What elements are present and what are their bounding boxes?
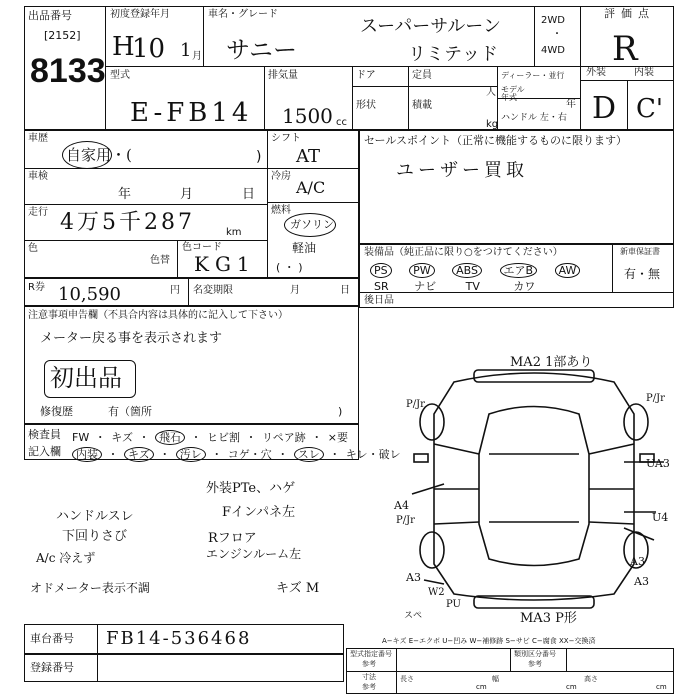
- diag-right-3: U4: [652, 511, 669, 524]
- equip-leather: カワ: [513, 280, 536, 293]
- interior-score: C': [636, 94, 664, 124]
- color-change-label: 色替: [150, 255, 170, 266]
- grade-line-1: スーパーサルーン: [360, 16, 501, 37]
- length-unit: cm: [476, 683, 487, 691]
- fuel-paren: ( ・ ): [276, 261, 303, 274]
- car-name-label: 車名・グレード: [208, 9, 278, 20]
- exterior-score: D: [592, 91, 617, 126]
- displacement-unit: cc: [336, 117, 347, 128]
- warranty-label: 新車保証書: [620, 247, 660, 256]
- warranty-value: 有・無: [624, 267, 661, 281]
- insp-repair: リペア跡: [262, 431, 306, 444]
- equip-navi: ナビ: [414, 280, 437, 293]
- cert-sub: 参考: [362, 660, 376, 668]
- history-close: ): [256, 149, 262, 165]
- diag-right-5: A3: [634, 575, 649, 588]
- diag-right-4: A3: [630, 555, 645, 568]
- chassis-value: FB14-536468: [106, 628, 252, 649]
- first-entry-box: [44, 360, 136, 398]
- eval-score: R: [612, 29, 638, 69]
- car-cabin-outline: [479, 407, 589, 566]
- notes-line-1: メーター戻る事を表示されます: [40, 331, 223, 346]
- ac-value: A/C: [296, 178, 326, 197]
- insp-scratch-2: キズ: [124, 447, 154, 462]
- first-reg-month: 1: [180, 40, 192, 61]
- insp-scuff: スレ: [294, 447, 324, 462]
- color-label: 色: [28, 243, 38, 254]
- height-unit: cm: [656, 683, 667, 691]
- gasoline-circle: [284, 213, 336, 237]
- load-label: 積載: [412, 100, 432, 111]
- lot-small: [2152]: [44, 29, 81, 42]
- mileage-unit: km: [226, 227, 242, 238]
- diagram-top-note: MA2 1部あり: [510, 355, 593, 370]
- equip-ps: PS: [370, 263, 392, 278]
- width-unit: cm: [566, 683, 577, 691]
- first-reg-year: 10: [132, 34, 166, 64]
- diag-left-2: A4: [394, 499, 409, 512]
- capacity-unit: 人: [486, 87, 496, 98]
- drive-dot: ・: [552, 29, 562, 40]
- lot-number: 8133: [30, 52, 106, 90]
- after-items-label: 後日品: [364, 295, 394, 306]
- class-label: 類別区分番号: [514, 650, 556, 658]
- model-label: 型式: [110, 70, 130, 81]
- inspector-label-2: 記入欄: [28, 445, 61, 458]
- equipment-row-1: [370, 262, 583, 278]
- insp-scratch: キズ: [111, 431, 133, 444]
- equip-sr: SR: [374, 280, 389, 293]
- chassis-label: 車台番号: [30, 632, 74, 645]
- fuel-value-2: 軽油: [292, 241, 317, 255]
- selling-points-label: セールスポイント（正常に機能するものに限ります）: [364, 134, 628, 147]
- remark-6: A/c 冷えず: [36, 551, 96, 565]
- first-entry: 初出品: [50, 364, 122, 392]
- insp-fw: FW: [72, 431, 90, 444]
- deadline-label: 名変期限: [193, 285, 233, 296]
- height-label: 高さ: [584, 675, 598, 683]
- mileage-value: 4万5千287: [60, 210, 195, 235]
- insp-crack: ヒビ割: [207, 431, 240, 444]
- remark-2: ハンドルスレ: [56, 509, 134, 524]
- first-reg-month-unit: 月: [192, 51, 202, 62]
- inspection-day: 日: [242, 187, 256, 202]
- size-label: 寸法: [362, 673, 376, 681]
- recycle-unit: 円: [170, 285, 180, 296]
- deadline-day: 日: [340, 285, 350, 296]
- equip-pw: PW: [409, 263, 435, 278]
- car-name: サニー: [226, 36, 298, 64]
- inspector-row-1: FW ・ キズ ・ 飛石 ・ ヒビ割 ・ リペア跡 ・ ×要: [72, 431, 348, 444]
- equip-aw: AW: [555, 263, 581, 278]
- header-frame: [24, 6, 674, 130]
- wheel-rl: [420, 532, 444, 568]
- color-code-label: 色コード: [182, 242, 222, 253]
- inspector-row-2: 内装 ・ キズ ・ 汚レ ・ コゲ・穴 ・ スレ ・ キレ・破レ: [72, 446, 401, 462]
- insp-dirt: 汚レ: [176, 447, 206, 462]
- deadline-month: 月: [290, 285, 300, 296]
- drive-4wd: 4WD: [541, 45, 565, 56]
- equip-airbag: エアB: [500, 263, 538, 278]
- handle-label: ハンドル 左・右: [501, 113, 567, 123]
- grade-line-2: リミテッド: [408, 44, 498, 65]
- equipment-label: 装備品（純正品に限り○をつけてください）: [364, 247, 563, 258]
- remark-5: Rフロア: [208, 531, 257, 546]
- class-sub: 参考: [528, 660, 542, 668]
- insp-chip: 飛石: [155, 430, 185, 445]
- year-unit: 年: [566, 99, 576, 110]
- notes-label: 注意事項申告欄（不具合内容は具体的に記入して下さい）: [28, 310, 288, 321]
- wheel-fr: [624, 404, 648, 440]
- diag-right-2: UA3: [646, 457, 670, 470]
- cert-label: 型式指定番号: [350, 650, 392, 658]
- displacement-label: 排気量: [268, 70, 298, 81]
- size-sub: 参考: [362, 683, 376, 691]
- first-reg-era: H: [112, 32, 135, 62]
- model-year-label: 年式: [501, 93, 517, 102]
- shape-label: 形状: [356, 100, 376, 111]
- equipment-row-2: [374, 278, 535, 294]
- dealer-label: ディーラー・並行: [501, 71, 565, 80]
- remark-8: オドメーター表示不調: [30, 581, 150, 595]
- diag-left-1: P/Jr: [406, 399, 425, 410]
- selling-points-frame: [359, 130, 674, 244]
- diag-left-6: スペ: [404, 611, 423, 621]
- door-label: ドア: [356, 70, 376, 81]
- lot-label: 出品番号: [28, 9, 72, 22]
- exterior-label: 外装: [586, 67, 606, 78]
- shift-value: AT: [296, 146, 321, 167]
- diag-left-5: W2: [428, 587, 445, 598]
- equip-tv: TV: [465, 280, 480, 293]
- private-use-circle: [62, 141, 112, 169]
- fuel-value-1: ガソリン: [290, 218, 334, 231]
- model-year-sub: モデル: [501, 85, 525, 94]
- model-value: E-FB14: [130, 98, 253, 128]
- repair-label: 修復歴: [40, 405, 73, 418]
- reg-label: 登録番号: [30, 661, 74, 674]
- color-code-value: KG1: [194, 252, 256, 276]
- capacity-label: 定員: [412, 70, 432, 81]
- recycle-value: 10,590: [58, 284, 121, 305]
- diagram-bottom-note: MA3 P形: [520, 611, 577, 626]
- ac-label: 冷房: [271, 171, 291, 182]
- interior-label: 内装: [634, 67, 654, 78]
- displacement-value: 1500: [282, 104, 333, 128]
- insp-burn: コゲ・穴: [227, 448, 272, 461]
- inspection-label: 車検: [28, 171, 48, 182]
- first-reg-label: 初度登録年月: [110, 9, 170, 20]
- eval-label: 評価点: [604, 7, 655, 20]
- inspector-label-1: 検査員: [28, 428, 61, 441]
- inspection-year: 年: [118, 187, 132, 202]
- inspection-month: 月: [180, 187, 194, 202]
- remark-3: Fインパネ左: [222, 505, 296, 520]
- remark-7: エンジンルーム左: [206, 547, 302, 561]
- mileage-label: 走行: [28, 207, 48, 218]
- drive-2wd: 2WD: [541, 15, 565, 26]
- history-value: 自家用・(: [66, 146, 132, 164]
- remark-9: キズ M: [276, 581, 320, 596]
- diag-right-1: P/Jr: [646, 393, 665, 404]
- remark-1: 外装PTe、ハゲ: [206, 481, 296, 496]
- load-unit: kg: [486, 119, 499, 130]
- shift-label: シフト: [271, 133, 301, 144]
- length-label: 長さ: [400, 675, 414, 683]
- equip-abs: ABS: [452, 263, 482, 278]
- diag-left-3: P/Jr: [396, 515, 415, 526]
- insp-interior: 内装: [72, 447, 102, 462]
- insp-need: ×要: [327, 431, 348, 444]
- insp-tear: キレ・破レ: [345, 448, 401, 461]
- history-label: 車歴: [28, 133, 48, 144]
- repair-close: ): [338, 405, 343, 418]
- fuel-label: 燃料: [271, 205, 291, 216]
- damage-legend: A−キズ E−エクボ U−凹み W−補修跡 S−サビ C−腐食 XX−交換済: [382, 637, 596, 645]
- width-label: 幅: [492, 675, 499, 683]
- diag-left-4: A3: [406, 571, 421, 584]
- recycle-label: R券: [28, 282, 45, 293]
- selling-points-value: ユーザー買取: [396, 160, 528, 181]
- repair-value: 有（箇所: [108, 405, 152, 418]
- remark-4: 下回りさび: [62, 529, 128, 544]
- diag-left-7: PU: [446, 599, 461, 610]
